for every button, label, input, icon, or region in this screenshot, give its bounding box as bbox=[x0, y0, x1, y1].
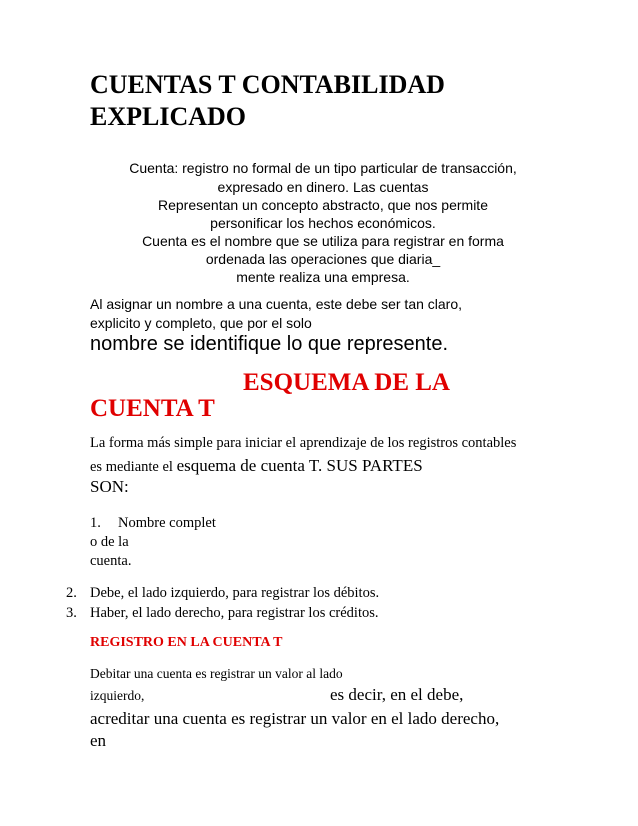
intro-line: Cuenta: registro no formal de un tipo particular de transacción, bbox=[129, 160, 517, 176]
esquema-para-line2-small: es mediante el bbox=[90, 459, 177, 475]
esquema-para-line2-large: esquema de cuenta T. SUS PARTES bbox=[176, 456, 423, 475]
registro-line2-right: es decir, en el debe, bbox=[330, 685, 464, 704]
esquema-heading-part1: ESQUEMA DE LA bbox=[243, 369, 450, 396]
esquema-para-line2 bbox=[90, 455, 423, 477]
intro-line: expresado en dinero. Las cuentas bbox=[217, 179, 429, 195]
esquema-para-line1: La forma más simple para iniciar el aprendizaje de los registros contables bbox=[90, 435, 517, 451]
registro-line1: Debitar una cuenta es registrar un valor al lado bbox=[90, 666, 343, 681]
part2-text: Debe, el lado izquierdo, para registrar los débitos. bbox=[90, 585, 380, 601]
part3-text: Haber, el lado derecho, para registrar los créditos. bbox=[90, 605, 379, 621]
intro-line: personificar los hechos económicos. bbox=[210, 215, 436, 231]
document-title-line2: EXPLICADO bbox=[90, 102, 247, 131]
assign-line1: Al asignar un nombre a una cuenta, este debe ser tan claro, bbox=[90, 296, 463, 312]
intro-line: ordenada las operaciones que diaria_ bbox=[205, 251, 441, 267]
intro-line: Cuenta es el nombre que se utiliza para registrar en forma bbox=[142, 233, 504, 249]
part1-number: 1. bbox=[90, 515, 101, 531]
assign-line3: nombre se identifique lo que represente. bbox=[90, 333, 449, 355]
part1-line2: o de la bbox=[90, 534, 129, 550]
part1-line3: cuenta. bbox=[90, 553, 132, 569]
intro-line: Representan un concepto abstracto, que nos permite bbox=[158, 197, 488, 213]
registro-line2-left: izquierdo, bbox=[90, 688, 145, 703]
part1-line1: Nombre complet bbox=[118, 515, 216, 531]
intro-line: mente realiza una empresa. bbox=[236, 269, 410, 285]
part2-number: 2. bbox=[66, 585, 77, 601]
registro-line3: acreditar una cuenta es registrar un valor en el lado derecho, bbox=[90, 709, 500, 728]
part3-number: 3. bbox=[66, 605, 77, 621]
registro-line4: en bbox=[90, 731, 107, 750]
esquema-heading-part2: CUENTA T bbox=[90, 395, 215, 422]
assign-line2: explicito y completo, que por el solo bbox=[90, 315, 312, 331]
esquema-para-line3: SON: bbox=[90, 477, 129, 496]
document-title-line1: CUENTAS T CONTABILIDAD bbox=[90, 70, 445, 99]
registro-heading: REGISTRO EN LA CUENTA T bbox=[90, 635, 283, 650]
